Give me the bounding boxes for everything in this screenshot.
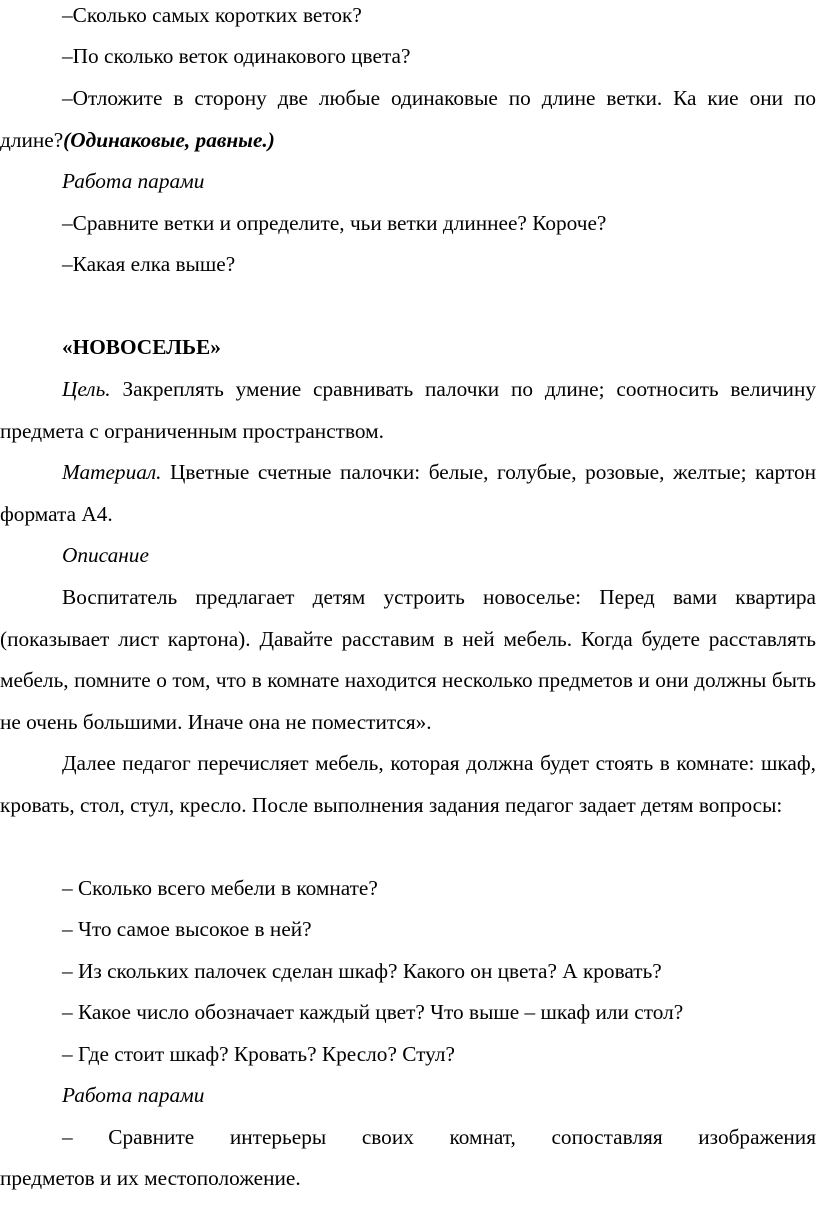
question-compare-branches: –Сравните ветки и определите, чьи ветки длиннее? Короче? bbox=[62, 211, 607, 235]
pair-work-heading-1: Работа парами bbox=[62, 169, 205, 193]
answer-equal: (Одинаковые, равные.) bbox=[63, 127, 275, 152]
question-shortest-branches: –Сколько самых коротких веток? bbox=[62, 3, 362, 27]
goal-label: Цель. bbox=[62, 377, 111, 401]
question-set-aside-branches bbox=[0, 78, 816, 161]
final-line-2: предметов и их местоположение. bbox=[0, 1166, 301, 1190]
goal-text: Закреплять умение сравнивать палочки по длине; соотносить величину предмета с ограниченным пространством. bbox=[0, 377, 816, 443]
description-heading: Описание bbox=[62, 543, 149, 567]
question-wardrobe-sticks: – Из скольких палочек сделан шкаф? Какого он цвета? А кровать? bbox=[62, 959, 662, 983]
material-text: Цветные счетные палочки: белые, голубые, розовые, желтые; картон формата А4. bbox=[0, 460, 816, 526]
description-paragraph-1: Воспитатель предлагает детям устроить новоселье: Перед вами квартира (показывает лист картона). Давайте расставим в ней мебель. Когда будете расставлять мебель, помните о том, что в комнате находится несколько предметов и они должны быть не очень большими. Иначе она не поместится». bbox=[0, 585, 816, 734]
game-title: «НОВОСЕЛЬЕ» bbox=[62, 335, 221, 359]
question-which-tree-taller: –Какая елка выше? bbox=[62, 252, 236, 276]
question-set-aside-text: –Отложите в сторону две любые одинаковые по длине ветки. Ка кие они по длине? bbox=[0, 86, 816, 152]
question-where-items: – Где стоит шкаф? Кровать? Кресло? Стул? bbox=[62, 1042, 455, 1066]
question-tallest-item: – Что самое высокое в ней? bbox=[62, 917, 312, 941]
material-label: Материал. bbox=[62, 460, 162, 484]
pair-work-heading-2: Работа парами bbox=[62, 1083, 205, 1107]
question-furniture-count: – Сколько всего мебели в комнате? bbox=[62, 876, 378, 900]
goal-paragraph bbox=[0, 369, 816, 452]
description-paragraph-2: Далее педагог перечисляет мебель, которая должна будет стоять в комнате: шкаф, кровать, стол, стул, кресло. После выполнения задания педагог задает детям вопросы: bbox=[0, 751, 816, 817]
question-same-color-branches: –По сколько веток одинакового цвета? bbox=[62, 44, 411, 68]
final-line-1: – Сравните интерьеры своих комнат, сопоставляя изображения bbox=[62, 1125, 816, 1149]
question-color-number: – Какое число обозначает каждый цвет? Что выше – шкаф или стол? bbox=[62, 1000, 684, 1024]
material-paragraph bbox=[0, 452, 816, 535]
